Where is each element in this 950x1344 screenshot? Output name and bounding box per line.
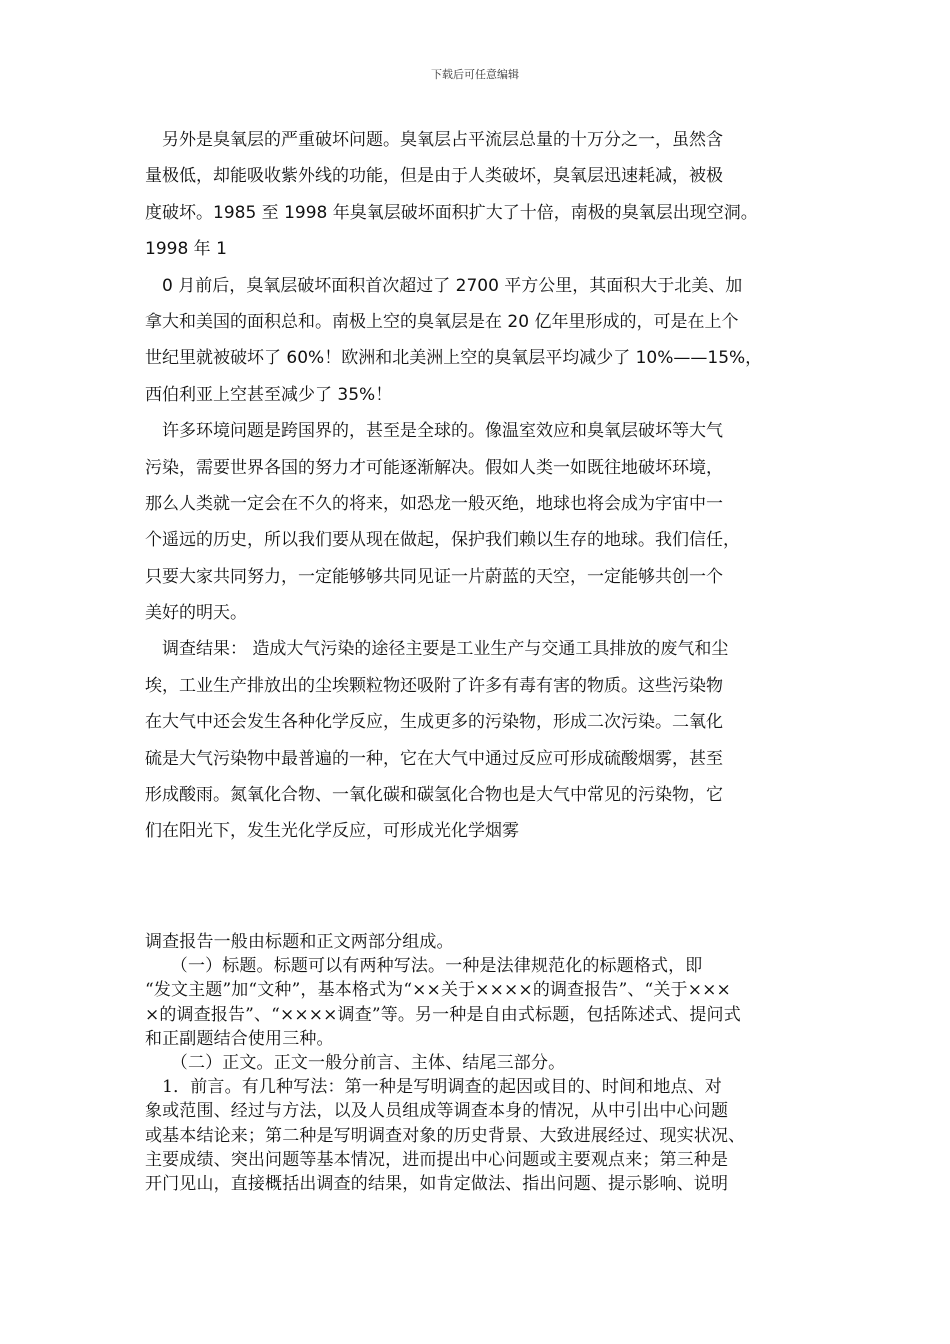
text-line: 埃，工业生产排放出的尘埃颗粒物还吸附了许多有毒有害的物质。这些污染物 <box>145 675 723 696</box>
text-line: 美好的明天。 <box>145 603 247 624</box>
text-line: （二）正文。正文一般分前言、主体、结尾三部分。 <box>145 1052 566 1073</box>
text-line: 在大气中还会发生各种化学反应，生成更多的污染物，形成二次污染。二氧化 <box>145 712 723 733</box>
text-line: 世纪里就被破坏了 60%！欧洲和北美洲上空的臭氧层平均减少了 10%——15%， <box>145 348 763 369</box>
text-line: 那么人类就一定会在不久的将来，如恐龙一般灭绝，地球也将会成为宇宙中一 <box>145 493 723 514</box>
text-line: 另外是臭氧层的严重破坏问题。臭氧层占平流层总量的十万分之一，虽然含 <box>145 130 723 150</box>
text-line: 量极低，却能吸收紫外线的功能，但是由于人类破坏，臭氧层迅速耗减，被极 <box>145 166 723 187</box>
text-line: （一）标题。标题可以有两种写法。一种是法律规范化的标题格式，即 <box>145 956 703 977</box>
text-line: 调查报告一般由标题和正文两部分组成。 <box>145 932 454 952</box>
text-line: 只要大家共同努力，一定能够够共同见证一片蔚蓝的天空，一定能够共创一个 <box>145 566 723 587</box>
text-line: 1998 年 1 <box>145 239 227 260</box>
text-line: 象或范围、经过与方法，以及人员组成等调查本身的情况，从中引出中心问题 <box>145 1101 729 1122</box>
text-line: 和正副题结合使用三种。 <box>145 1028 334 1049</box>
text-line: 开门见山，直接概括出调查的结果，如肯定做法、指出问题、提示影响、说明 <box>145 1173 729 1194</box>
text-line: 主要成绩、突出问题等基本情况，进而提出中心问题或主要观点来；第三种是 <box>145 1149 729 1170</box>
text-line: 调查结果： 造成大气污染的途径主要是工业生产与交通工具排放的废气和尘 <box>145 639 729 660</box>
text-line: 0 月前后，臭氧层破坏面积首次超过了 2700 平方公里，其面积大于北美、加 <box>145 275 743 296</box>
text-line: 1．前言。有几种写法：第一种是写明调查的起因或目的、时间和地点、对 <box>145 1077 722 1098</box>
text-line: 西伯利亚上空甚至减少了 35%！ <box>145 384 393 405</box>
body-section-environment <box>145 122 817 850</box>
text-line: 度破坏。1985 至 1998 年臭氧层破坏面积扩大了十倍，南极的臭氧层出现空洞。 <box>145 202 758 223</box>
text-line: 许多环境问题是跨国界的，甚至是全球的。像温室效应和臭氧层破坏等大气 <box>145 421 723 442</box>
text-line: 们在阳光下，发生光化学反应，可形成光化学烟雾 <box>145 821 519 842</box>
body-section-report-format <box>145 930 817 1196</box>
page-header: 下载后可任意编辑 <box>431 68 519 81</box>
text-line: 污染，需要世界各国的努力才可能逐渐解决。假如人类一如既往地破坏环境， <box>145 457 723 478</box>
text-line: 个遥远的历史，所以我们要从现在做起，保护我们赖以生存的地球。我们信任， <box>145 530 740 551</box>
text-line: 或基本结论来；第二种是写明调查对象的历史背景、大致进展经过、现实状况、 <box>145 1125 746 1146</box>
text-line: 硫是大气污染物中最普遍的一种，它在大气中通过反应可形成硫酸烟雾，甚至 <box>145 748 723 769</box>
text-line: ×的调查报告”、“××××调查”等。另一种是自由式标题，包括陈述式、提问式 <box>145 1004 741 1025</box>
text-line: 形成酸雨。氮氧化合物、一氧化碳和碳氢化合物也是大气中常见的污染物，它 <box>145 785 723 806</box>
text-line: “发文主题”加“文种”，基本格式为“××关于××××的调查报告”、“关于××× <box>145 980 731 1001</box>
text-line: 拿大和美国的面积总和。南极上空的臭氧层是在 20 亿年里形成的，可是在上个 <box>145 311 739 332</box>
